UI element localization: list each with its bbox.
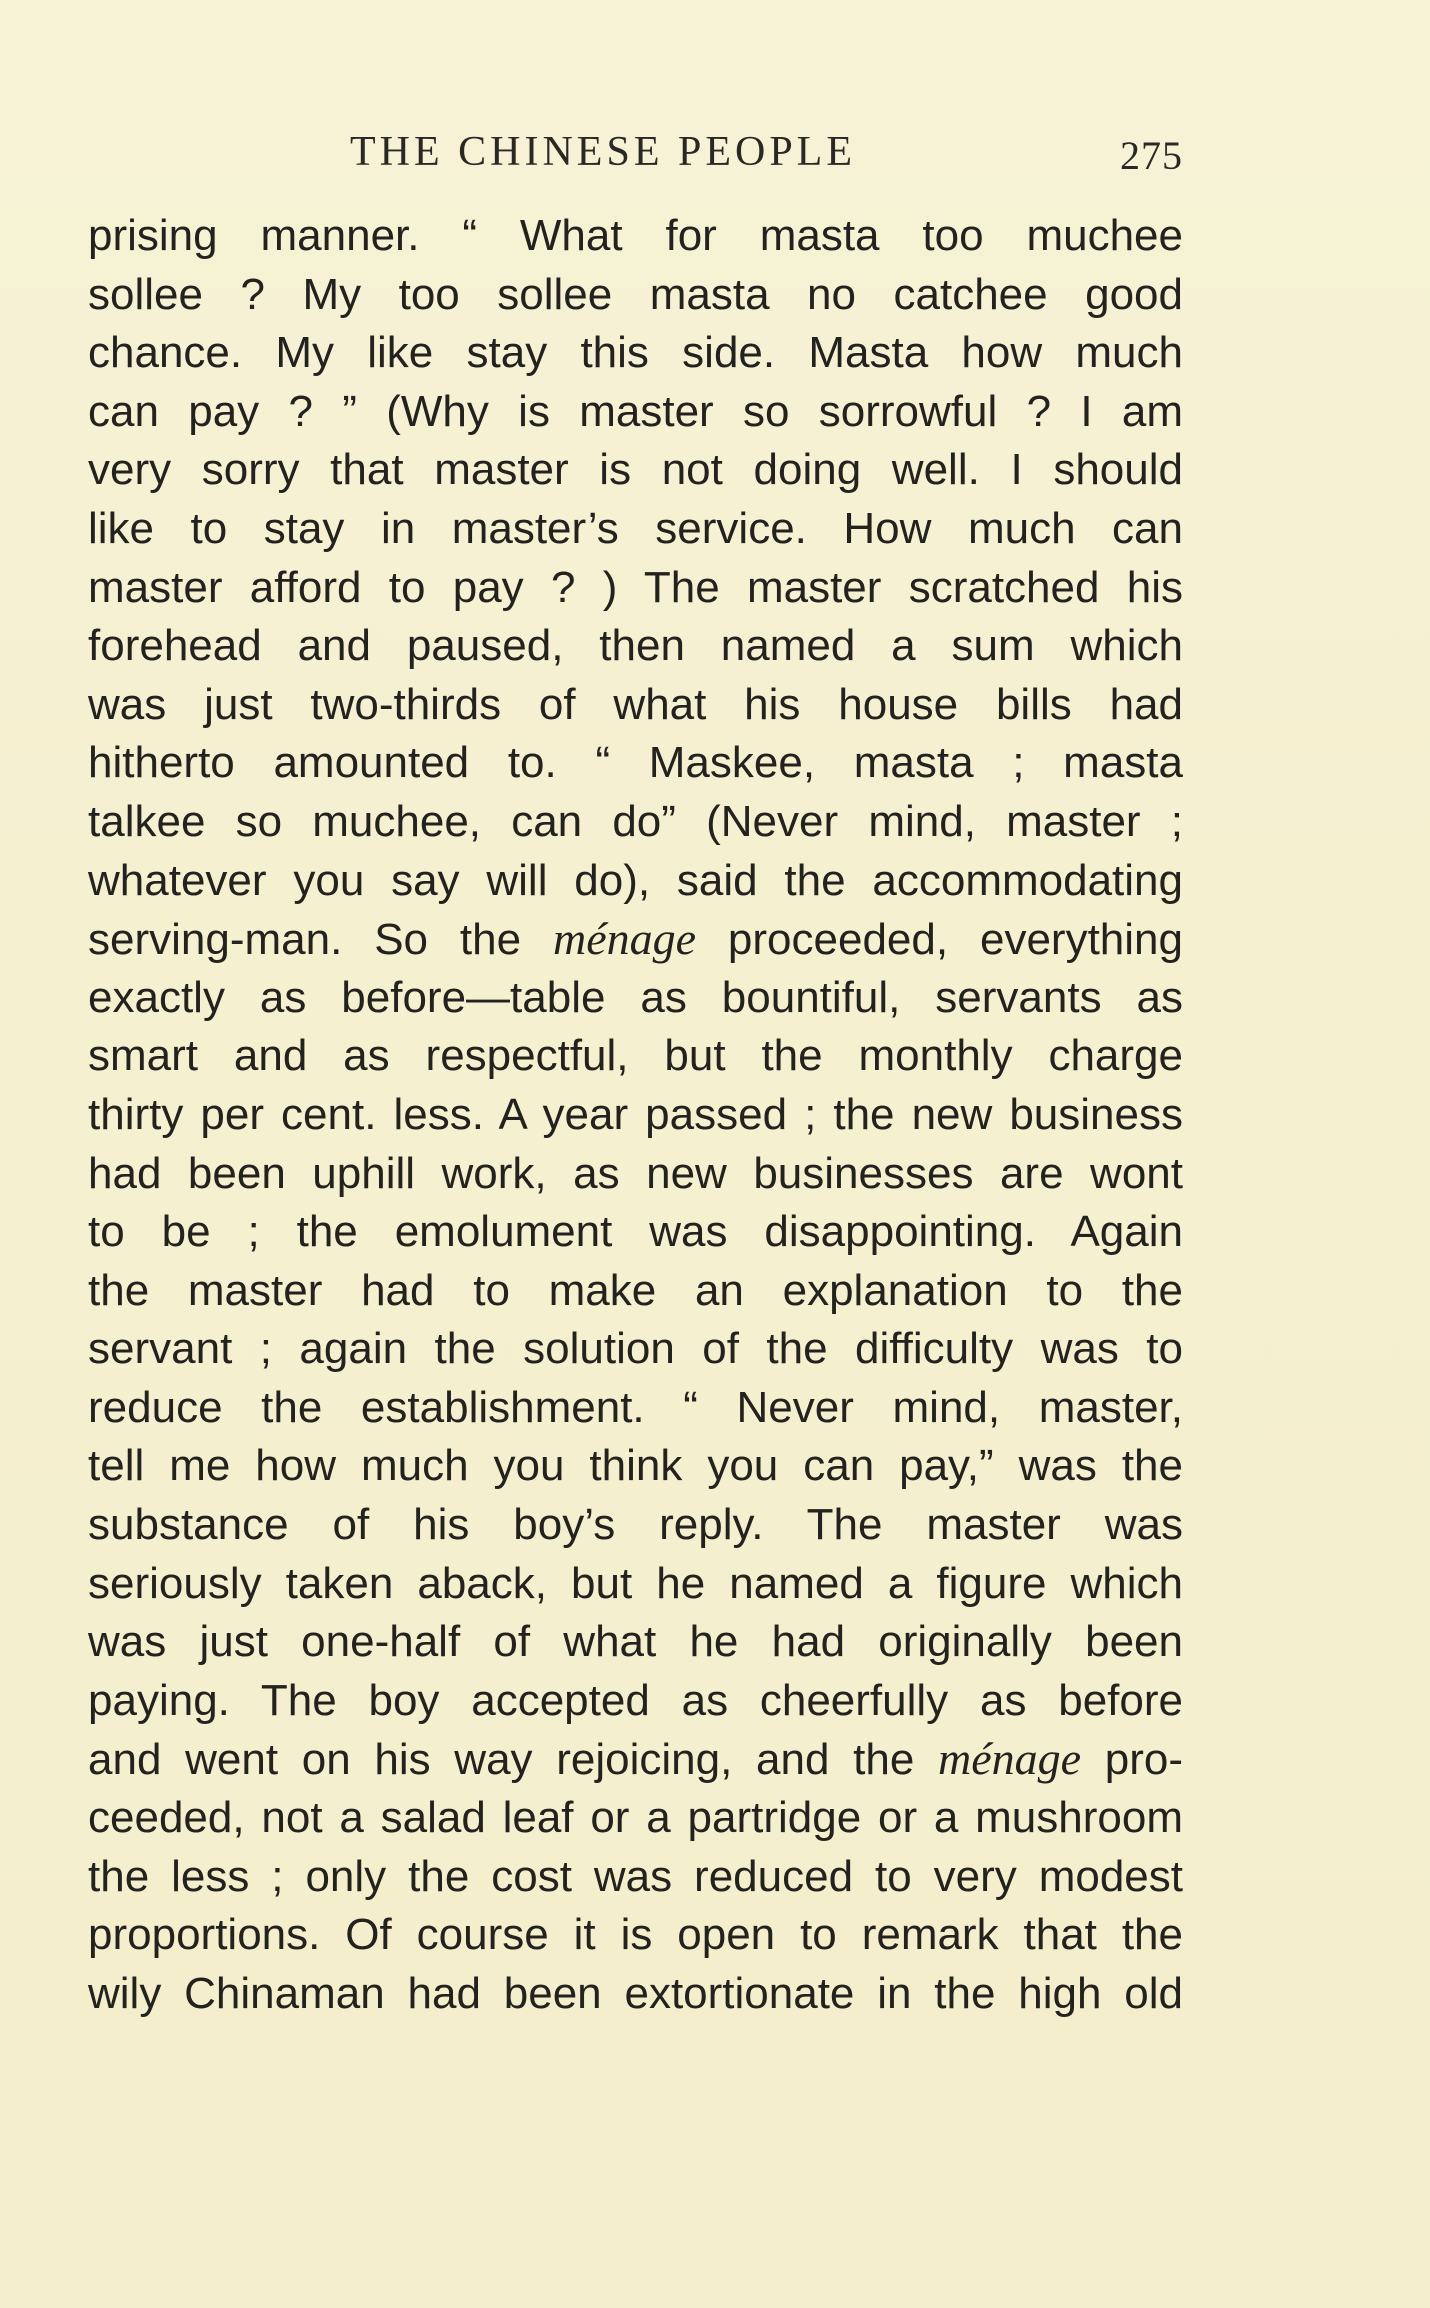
text-line: exactly as before—table as bountiful, servants as <box>88 972 1183 1022</box>
text-line: smart and as respectful, but the monthly charge <box>88 1031 1183 1081</box>
text-line: very sorry that master is not doing well. I should <box>88 445 1183 495</box>
text-line: seriously taken aback, but he named a figure which <box>88 1558 1183 1608</box>
body-text <box>88 207 1183 2023</box>
text-line: can pay ? ” (Why is master so sorrowful ? I am <box>88 386 1183 436</box>
text-line: forehead and paused, then named a sum which <box>88 621 1183 671</box>
text-line: the master had to make an explanation to the <box>88 1265 1183 1315</box>
text-line: proportions. Of course it is open to remark that the <box>88 1910 1183 1960</box>
text-line: like to stay in master’s service. How much can <box>88 503 1183 553</box>
text-line: reduce the establishment. “ Never mind, master, <box>88 1382 1183 1432</box>
text-line: substance of his boy’s reply. The master was <box>88 1500 1183 1550</box>
text-line: tell me how much you think you can pay,” was the <box>88 1441 1183 1491</box>
page-number: 275 <box>1120 133 1183 178</box>
text-line: prising manner. “ What for masta too muchee <box>88 211 1183 260</box>
text-line: was just one-half of what he had originally been <box>88 1617 1183 1667</box>
text-line: the less ; only the cost was reduced to very modest <box>88 1851 1183 1901</box>
italic-word: ménage <box>937 1733 1082 1785</box>
text-line: chance. My like stay this side. Masta how much <box>88 328 1183 378</box>
text-line: servant ; again the solution of the difficulty was to <box>88 1324 1183 1374</box>
text-line: whatever you say will do), said the accommodating <box>88 855 1183 905</box>
text-line: thirty per cent. less. A year passed ; the new business <box>88 1089 1183 1139</box>
text-line: wily Chinaman had been extortionate in the high old <box>88 1968 1183 2018</box>
running-title: THE CHINESE PEOPLE <box>350 129 856 175</box>
text-line: was just two-thirds of what his house bills had <box>88 679 1183 729</box>
text-line: and went on his way rejoicing, and the ménage pro- <box>88 1733 1183 1785</box>
text-line: hitherto amounted to. “ Maskee, masta ; masta <box>88 738 1183 788</box>
text-line: had been uphill work, as new businesses are wont <box>88 1148 1183 1198</box>
text-line: sollee ? My too sollee masta no catchee good <box>88 269 1183 319</box>
text-line: ceeded, not a salad leaf or a partridge or a mushroom <box>88 1793 1183 1843</box>
running-head <box>88 128 1183 188</box>
italic-word: ménage <box>552 913 697 965</box>
text-line: master afford to pay ? ) The master scratched his <box>88 562 1183 612</box>
text-line: serving-man. So the ménage proceeded, everything <box>88 913 1183 965</box>
text-line: to be ; the emolument was disappointing. Again <box>88 1207 1183 1257</box>
text-line: paying. The boy accepted as cheerfully as before <box>88 1675 1183 1725</box>
text-line: talkee so muchee, can do” (Never mind, master ; <box>88 796 1183 846</box>
